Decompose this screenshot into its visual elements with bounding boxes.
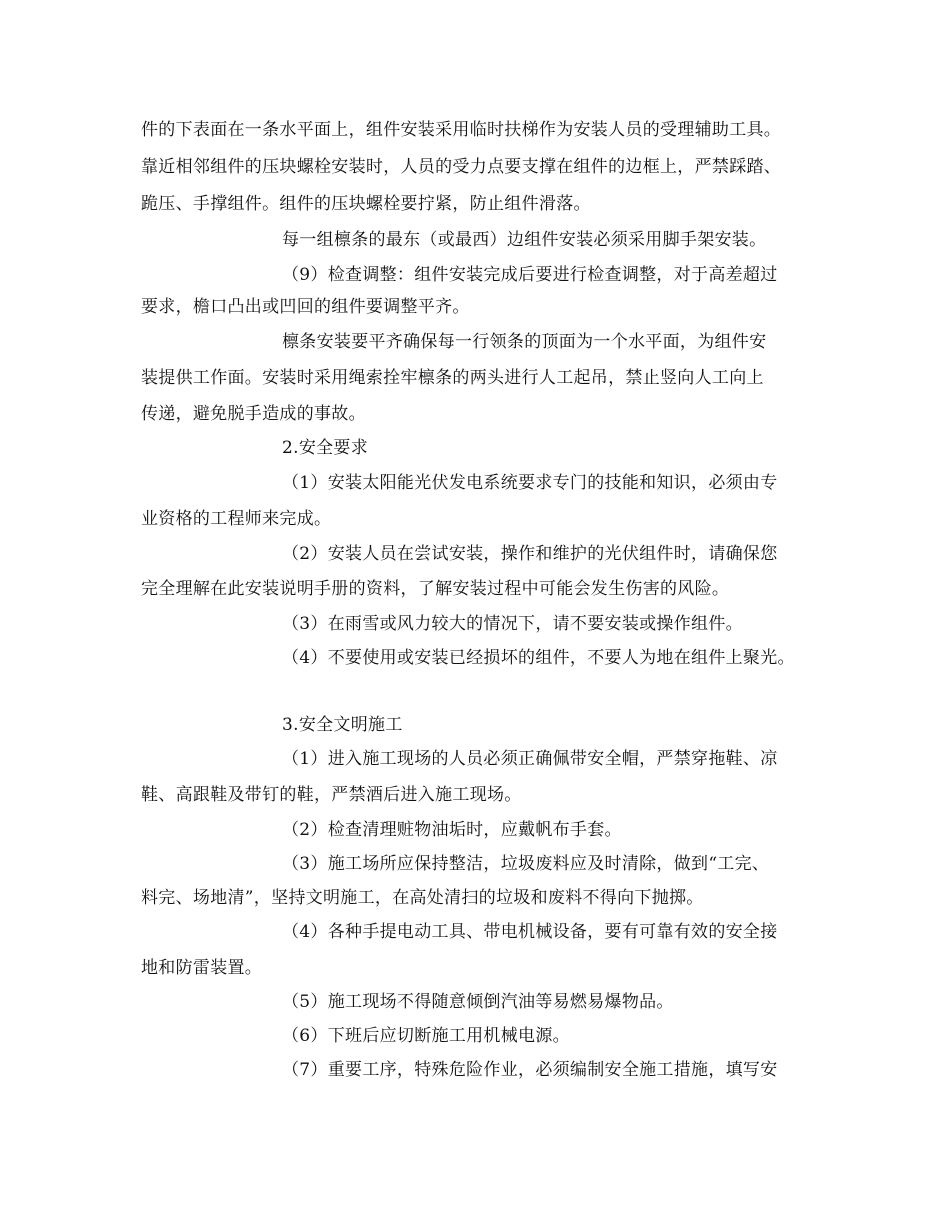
paragraph-line: （2）安装人员在尝试安装，操作和维护的光伏组件时，请确保您 — [282, 544, 778, 564]
section-heading: 3.安全文明施工 — [282, 715, 403, 735]
paragraph-line: （2）检查清理赃物油垢时，应戴帆布手套。 — [282, 820, 622, 840]
paragraph-line: 要求，檐口凸出或凹回的组件要调整平齐。 — [141, 297, 470, 317]
paragraph-line: 檩条安装要平齐确保每一行领条的顶面为一个水平面，为组件安 — [282, 332, 767, 352]
paragraph-line: 靠近相邻组件的压块螺栓安装时，人员的受力点要支撑在组件的边框上，严禁踩踏、 — [141, 157, 782, 177]
paragraph-line: 业资格的工程师来完成。 — [141, 509, 332, 529]
paragraph-line: 料完、场地清”，坚持文明施工，在高处清扫的垃圾和废料不得向下抛掷。 — [141, 888, 704, 908]
paragraph-line: （6）下班后应切断施工用机械电源。 — [282, 1026, 570, 1046]
section-heading: 2.安全要求 — [282, 438, 369, 458]
paragraph-line: 完全理解在此安装说明手册的资料，了解安装过程中可能会发生伤害的风险。 — [141, 579, 730, 599]
paragraph-line: 鞋、高跟鞋及带钉的鞋，严禁酒后进入施工现场。 — [141, 785, 522, 805]
paragraph-line: （5）施工现场不得随意倾倒汽油等易燃易爆物品。 — [282, 992, 674, 1012]
paragraph-line: 地和防雷装置。 — [141, 958, 263, 978]
paragraph-line: （3）在雨雪或风力较大的情况下，请不要安装或操作组件。 — [282, 614, 743, 634]
paragraph-line: （4）各种手提电动工具、带电机械设备，要有可靠有效的安全接 — [282, 922, 778, 942]
paragraph-line: 每一组檩条的最东（或最西）边组件安装必须采用脚手架安装。 — [282, 230, 767, 250]
paragraph-line: （7）重要工序，特殊危险作业，必须编制安全施工措施，填写安 — [282, 1060, 778, 1080]
paragraph-line: （9）检查调整：组件安装完成后要进行检查调整，对于高差超过 — [282, 265, 778, 285]
paragraph-line: （3）施工场所应保持整洁，垃圾废料应及时清除，做到“工完、 — [282, 854, 770, 874]
paragraph-line: （1）进入施工现场的人员必须正确佩带安全帽，严禁穿拖鞋、凉 — [282, 749, 778, 769]
paragraph-line: 传递，避免脱手造成的事故。 — [141, 404, 366, 424]
paragraph-line: （4）不要使用或安装已经损坏的组件，不要人为地在组件上聚光。 — [282, 648, 795, 668]
paragraph-line: 件的下表面在一条水平面上，组件安装采用临时扶梯作为安装人员的受理辅助工具。 — [141, 120, 782, 140]
paragraph-line: 跪压、手撑组件。组件的压块螺栓要拧紧，防止组件滑落。 — [141, 194, 591, 214]
paragraph-line: （1）安装太阳能光伏发电系统要求专门的技能和知识，必须由专 — [282, 473, 778, 493]
paragraph-line: 装提供工作面。安装时采用绳索拴牢檩条的两头进行人工起吊，禁止竖向人工向上 — [141, 368, 764, 388]
